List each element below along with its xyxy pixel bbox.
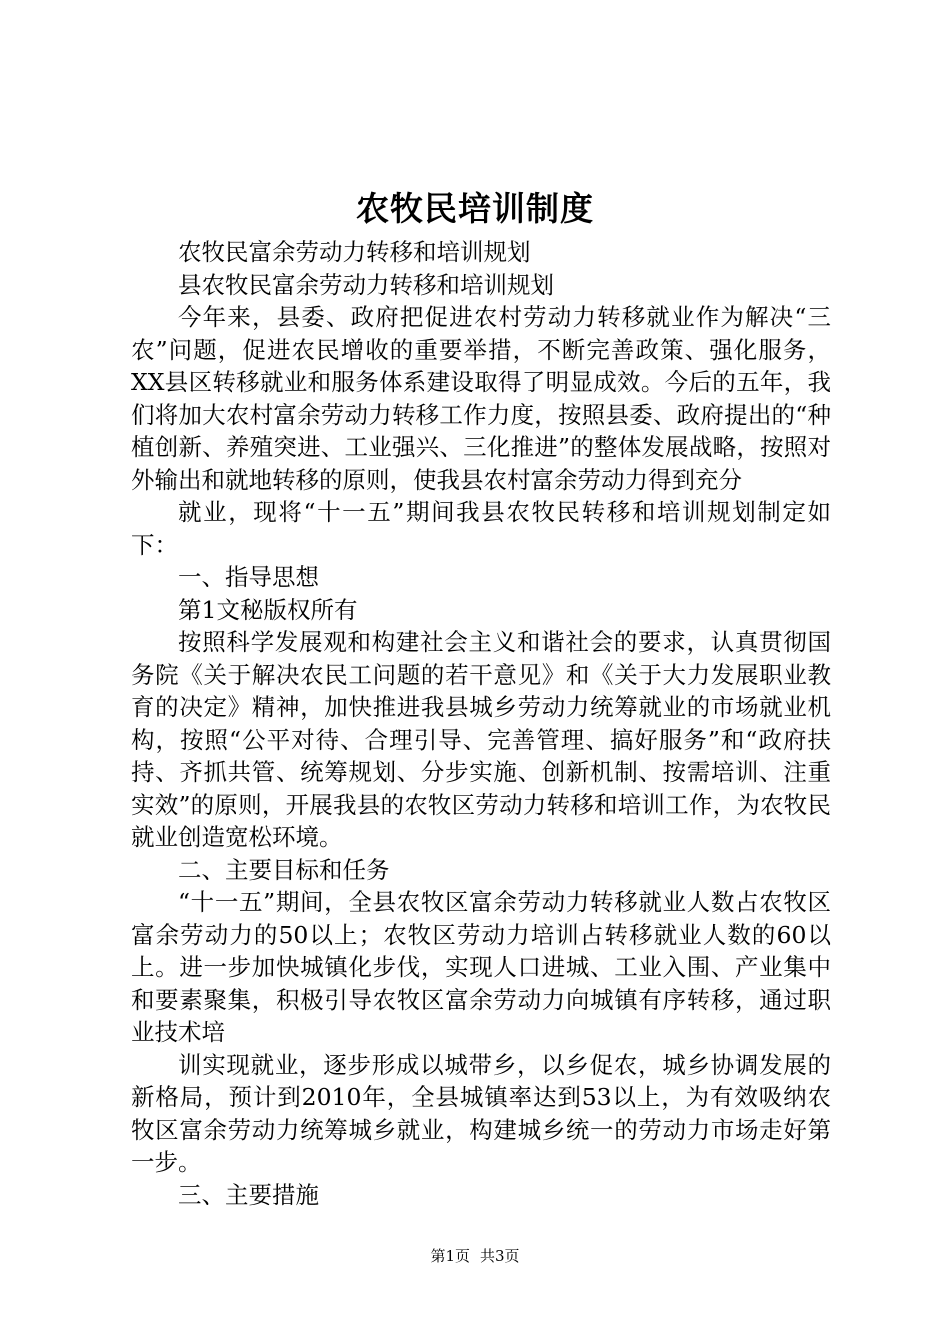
section-heading-3: 三、主要措施 xyxy=(178,1180,319,1209)
paragraph-targets-continued: 训实现就业，逐步形成以城带乡，以乡促农，城乡协调发展的新格局，预计到2010年，全县城镇率达到53以上，为有效吸纳农牧区富余劳动力统筹城乡就业，构建城乡统一的劳动力市场走好第一步。 xyxy=(131,1050,831,1176)
paragraph-subtitle-1: 农牧民富余劳动力转移和培训规划 xyxy=(178,238,531,266)
page-total: 共3页 xyxy=(480,1247,520,1265)
paragraph-intro: 今年来，县委、政府把促进农村劳动力转移就业作为解决“三农”问题，促进农民增收的重要举措，不断完善政策、强化服务，XX县区转移就业和服务体系建设取得了明显成效。今后的五年，我们将加大农村富余劳动力转移工作力度，按照县委、政府提出的“种植创新、养殖突进、工业强兴、三化推进”的整体发展战略，按照对外输出和就地转移的原则，使我县农村富余劳动力得到充分 xyxy=(131,303,831,494)
section-heading-2: 二、主要目标和任务 xyxy=(178,855,390,884)
document-title: 农牧民培训制度 xyxy=(356,189,594,228)
paragraph-intro-continued: 就业，现将“十一五”期间我县农牧民转移和培训规划制定如下： xyxy=(131,498,831,559)
paragraph-subtitle-2: 县农牧民富余劳动力转移和培训规划 xyxy=(178,270,554,299)
page-footer xyxy=(0,1246,950,1266)
section-heading-1: 一、指导思想 xyxy=(178,563,319,591)
paragraph-targets: “十一五”期间，全县农牧区富余劳动力转移就业人数占农牧区富余劳动力的50以上；农牧区劳动力培训占转移就业人数的60以上。进一步加快城镇化步伐，实现人口进城、工业入围、产业集中和要素聚集，积极引导农牧区富余劳动力向城镇有序转移，通过职业技术培 xyxy=(131,888,831,1046)
paragraph-guiding-principles: 按照科学发展观和构建社会主义和谐社会的要求，认真贯彻国务院《关于解决农民工问题的若干意见》和《关于大力发展职业教育的决定》精神，加快推进我县城乡劳动力统筹就业的市场就业机构，按照“公平对待、合理引导、完善管理、搞好服务”和“政府扶持、齐抓共管、统筹规划、分步实施、创新机制、按需培训、注重实效”的原则，开展我县的农牧区劳动力转移和培训工作，为农牧民就业创造宽松环境。 xyxy=(131,628,831,851)
paragraph-copyright-note: 第1文秘版权所有 xyxy=(178,595,358,624)
page-number: 第1页 xyxy=(430,1247,470,1265)
document-body xyxy=(131,236,831,1211)
